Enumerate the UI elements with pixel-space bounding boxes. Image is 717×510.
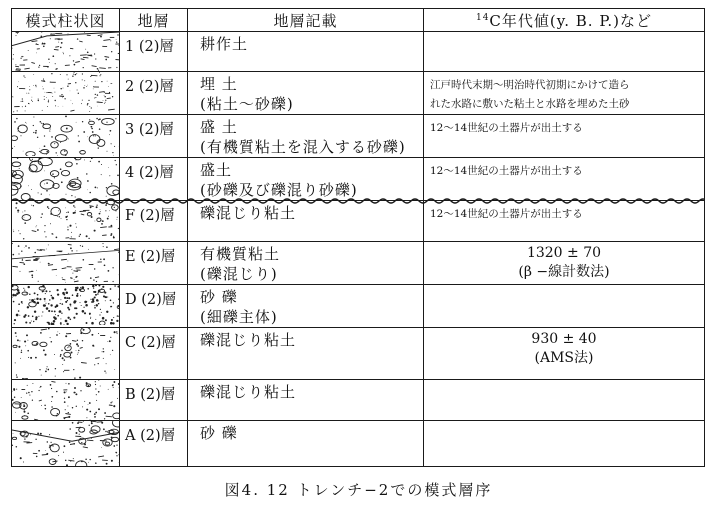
- column-diagram-cell: [12, 285, 120, 328]
- column-diagram-cell: [12, 72, 120, 115]
- layer-description-cell: [188, 242, 424, 285]
- table-row: [12, 158, 705, 201]
- dating-cell: [424, 421, 705, 467]
- sediment-texture-pattern: [12, 328, 120, 379]
- sediment-texture-pattern: [12, 201, 120, 241]
- sediment-texture-pattern: [12, 72, 120, 113]
- layer-name-cell: 2 (2)層: [120, 72, 188, 115]
- dating-cell: [424, 201, 705, 242]
- table-row: [12, 32, 705, 72]
- header-date-label: C年代値(y. B. P.)など: [489, 11, 653, 30]
- column-diagram-cell: [12, 242, 120, 285]
- figure-caption: 図4. 12 トレンチ−2での模式層序: [224, 481, 493, 499]
- dating-cell: [424, 158, 705, 201]
- header-layer: 地層: [120, 9, 188, 32]
- layer-description-cell: [188, 72, 424, 115]
- dating-line: 12〜14世紀の土器片が出土する: [430, 165, 583, 177]
- header-description: 地層記載: [188, 9, 424, 32]
- table-row: [12, 201, 705, 242]
- dating-cell: [424, 115, 705, 158]
- header-date: [424, 9, 705, 32]
- description-line: (砂礫及び礫混り砂礫): [200, 181, 358, 199]
- description-line: (細礫主体): [200, 308, 278, 326]
- layer-name-cell: E (2)層: [120, 242, 188, 285]
- column-diagram-cell: [12, 115, 120, 158]
- sediment-texture-pattern: [12, 285, 120, 325]
- dating-line: (β −線計数法): [518, 264, 610, 280]
- header-date-superscript: 14: [475, 12, 490, 23]
- description-line: 盛土: [200, 161, 233, 179]
- description-line: 砂 礫: [200, 288, 238, 306]
- description-line: 有機質粘土: [200, 245, 281, 263]
- column-diagram-cell: [12, 380, 120, 421]
- table-row: [12, 242, 705, 285]
- description-line: (粘土〜砂礫): [200, 95, 294, 113]
- sediment-texture-pattern: [12, 421, 120, 466]
- dating-line: 江戸時代末期〜明治時代初期にかけて造ら: [430, 79, 630, 91]
- sediment-texture-pattern: [12, 32, 120, 71]
- column-diagram-cell: [12, 421, 120, 467]
- sediment-texture-pattern: [12, 242, 120, 284]
- stratigraphy-table: [11, 8, 705, 467]
- column-diagram-cell: [12, 201, 120, 242]
- dating-cell: [424, 380, 705, 421]
- table-row: [12, 285, 705, 328]
- layer-name-cell: B (2)層: [120, 380, 188, 421]
- layer-name-cell: 1 (2)層: [120, 32, 188, 72]
- header-row: [12, 9, 705, 32]
- layer-description-cell: [188, 201, 424, 242]
- dating-line: (AMS法): [534, 350, 594, 366]
- sediment-texture-pattern: [12, 380, 120, 420]
- layer-name-cell: D (2)層: [120, 285, 188, 328]
- layer-description-cell: [188, 158, 424, 201]
- layer-description-cell: [188, 115, 424, 158]
- layer-name-cell: A (2)層: [120, 421, 188, 467]
- description-line: 礫混じり粘土: [200, 331, 297, 349]
- table-body: [12, 32, 705, 467]
- dating-cell: [424, 328, 705, 380]
- layer-description-cell: [188, 328, 424, 380]
- dating-line: れた水路に敷いた粘土と水路を埋めた土砂: [430, 98, 630, 110]
- dating-line: 12〜14世紀の土器片が出土する: [430, 208, 583, 220]
- dating-line: 12〜14世紀の土器片が出土する: [430, 122, 583, 134]
- dating-line: 1320 ± 70: [526, 245, 602, 261]
- layer-description-cell: [188, 285, 424, 328]
- column-diagram-cell: [12, 328, 120, 380]
- layer-description-cell: [188, 380, 424, 421]
- sediment-texture-pattern: [12, 158, 120, 200]
- table-row: [12, 421, 705, 467]
- description-line: 埋 土: [200, 75, 238, 93]
- layer-name-cell: C (2)層: [120, 328, 188, 380]
- dating-cell: [424, 285, 705, 328]
- header-column-diagram: 模式柱状図: [12, 9, 120, 32]
- dating-line: 930 ± 40: [531, 331, 597, 347]
- sediment-texture-pattern: [12, 115, 120, 156]
- description-line: (有機質粘土を混入する砂礫): [200, 138, 406, 156]
- table-row: [12, 380, 705, 421]
- layer-name-cell: F (2)層: [120, 201, 188, 242]
- layer-name-cell: 4 (2)層: [120, 158, 188, 201]
- description-line: 砂 礫: [200, 424, 238, 442]
- table-row: [12, 328, 705, 380]
- description-line: 礫混じり粘土: [200, 204, 297, 222]
- layer-description-cell: [188, 421, 424, 467]
- column-diagram-cell: [12, 158, 120, 201]
- dating-cell: [424, 32, 705, 72]
- column-diagram-cell: [12, 32, 120, 72]
- table-row: [12, 115, 705, 158]
- dating-cell: [424, 72, 705, 115]
- description-line: 耕作土: [200, 35, 249, 53]
- description-line: 盛 土: [200, 118, 238, 136]
- layer-name-cell: 3 (2)層: [120, 115, 188, 158]
- description-line: 礫混じり粘土: [200, 383, 297, 401]
- dating-cell: [424, 242, 705, 285]
- description-line: (礫混じり): [200, 265, 278, 283]
- layer-description-cell: [188, 32, 424, 72]
- table-row: [12, 72, 705, 115]
